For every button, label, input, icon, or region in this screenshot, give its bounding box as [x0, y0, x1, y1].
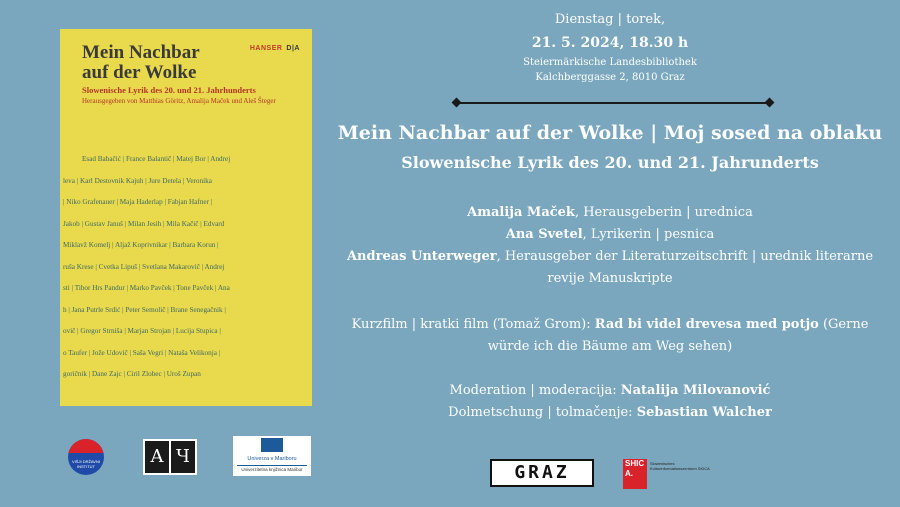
book-title: Mein Nachbar auf der Wolke — [82, 42, 200, 83]
author-row: | Niko Grafenauer | Maja Haderlap | Fabjan Hafner | — [63, 198, 213, 206]
event-datetime: 21. 5. 2024, 18.30 h — [531, 35, 689, 51]
event-day: Dienstag | torek, — [554, 12, 666, 27]
participant-role: , Herausgeberin | urednica — [574, 205, 753, 220]
participants — [330, 202, 890, 290]
moderation-block — [330, 380, 890, 424]
vd-logo-text: VIŠJI DRŽAVNI INSTITUT — [72, 459, 100, 469]
book-editors: Herausgegeben von Matthias Göritz, Amalija Maček und Aleš Šteger — [82, 97, 276, 105]
venue-name: Steiermärkische Landesbibliothek — [523, 57, 697, 68]
participant — [330, 202, 890, 224]
divider-line — [457, 102, 769, 104]
event-subtitle: Slowenische Lyrik des 20. und 21. Jahrunderts — [401, 153, 819, 172]
shica-logo-text: Slowenisches Kulturinformationszentrum SKICA — [650, 461, 710, 471]
shica-logo: SHIC A. — [623, 459, 647, 489]
interpreter-name: Sebastian Walcher — [636, 405, 772, 420]
interpreting — [330, 402, 890, 424]
author-row: leva | Karl Destovnik Kajuh | Jure Detela | Veronika — [63, 176, 212, 185]
participant-name: Ana Svetel — [505, 227, 583, 242]
event-title: Mein Nachbar auf der Wolke | Moj sosed na oblaku — [337, 122, 883, 144]
author-row: h | Jana Putrle Srdić | Peter Semolič | Brane Senegačnik | — [63, 305, 226, 314]
moderation — [330, 380, 890, 402]
author-row: Esad Babačić | France Balantič | Matej Bor | Andrej — [82, 155, 231, 163]
divider-diamond-right — [765, 98, 775, 108]
publisher-suffix: D|A — [286, 45, 300, 52]
author-row: sti | Tibor Hrs Pandur | Marko Pavček | Tone Pavček | Ana — [63, 284, 230, 292]
building-icon — [261, 438, 283, 452]
moderation-label: Moderation | moderacija: — [449, 383, 621, 398]
author-row: o Taufer | Jože Udovič | Saša Vegri | Nataša Velikonja | — [63, 348, 221, 357]
participant-role: , Lyrikerin | pesnica — [582, 227, 715, 242]
um-library-logo — [233, 436, 311, 476]
graz-logo: GRAZ — [490, 459, 594, 487]
ap-logo-left: A — [145, 441, 169, 473]
author-row: Miklavž Komelj | Aljaž Koprivnikar | Barbara Korun | — [63, 241, 219, 249]
vd-logo-red-band — [68, 439, 104, 453]
book-publisher — [250, 45, 300, 52]
film-title: Rad bi videl drevesa med potjo — [594, 317, 819, 332]
moderator-name: Natalija Milovanović — [620, 383, 771, 398]
book-cover — [60, 29, 312, 406]
author-row: Jakob | Gustav Januš | Milan Jesih | Mila Kačič | Edvard — [63, 219, 225, 228]
vd-logo — [68, 439, 104, 475]
author-row: ruša Krese | Cvetka Lipuš | Svetlana Makarovič | Andrej — [63, 262, 225, 271]
participant-name: Amalija Maček — [467, 205, 575, 220]
venue-address: Kalchberggasse 2, 8010 Graz — [535, 72, 685, 83]
ap-logo-right: Ч — [171, 441, 195, 473]
publisher-name: HANSER — [249, 45, 283, 52]
participant-role: , Herausgeber der Literaturzeitschrift | urednik literarne revije Manuskripte — [496, 249, 874, 286]
participant — [330, 246, 890, 290]
author-row: goričnik | Dane Zajc | Ciril Zlobec | Uroš Zupan — [63, 370, 201, 378]
book-subtitle: Slowenische Lyrik des 20. und 21. Jahrhunderts — [82, 85, 256, 95]
author-row: ovič | Gregor Strniša | Marjan Strojan | Lucija Stupica | — [63, 327, 221, 335]
participant-name: Andreas Unterweger — [346, 249, 497, 264]
ap-logo — [143, 439, 197, 475]
short-film — [330, 314, 890, 358]
participant — [330, 224, 890, 246]
um-logo-line2: Univerzitetna knjižnica Maribor — [237, 465, 307, 472]
um-logo-line1: Univerza v Mariboru — [247, 456, 297, 462]
film-suffix: (Gerne würde ich die Bäume am Weg sehen) — [487, 317, 869, 354]
film-prefix: Kurzfilm | kratki film (Tomaž Grom): — [351, 317, 595, 332]
interpreting-label: Dolmetschung | tolmačenje: — [448, 405, 637, 420]
book-author-list — [60, 155, 312, 392]
